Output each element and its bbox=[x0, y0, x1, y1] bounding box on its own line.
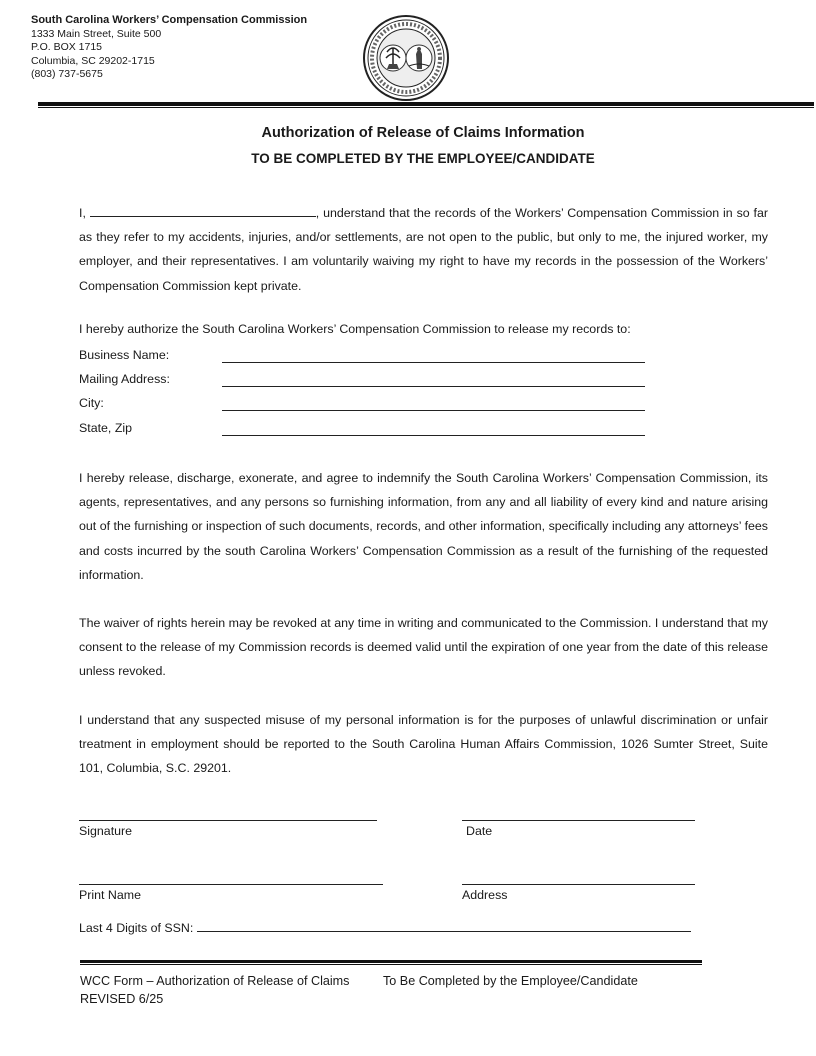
employee-name-blank[interactable] bbox=[90, 204, 316, 217]
city-field[interactable] bbox=[222, 410, 645, 411]
signature-label: Signature bbox=[79, 824, 133, 838]
authorize-intro: I hereby authorize the South Carolina Workers’ Compensation Commission to release my records to: bbox=[79, 322, 631, 336]
footer-revised: REVISED 6/25 bbox=[80, 992, 164, 1006]
business-name-field[interactable] bbox=[222, 362, 645, 363]
address-field[interactable] bbox=[462, 884, 695, 885]
mailing-address-label: Mailing Address: bbox=[79, 372, 170, 386]
print-name-label: Print Name bbox=[79, 888, 141, 902]
paragraph-acknowledgement bbox=[79, 201, 768, 298]
paragraph-misuse: I understand that any suspected misuse of my personal information is for the purposes of unlawful discrimination or unfair treatment in employment should be reported to the South Carolina Human Affairs Commission, 1026 Sumter Street, Suite 101, Columbia, S.C. 29201. bbox=[79, 713, 768, 776]
organization-name: South Carolina Workers’ Compensation Commission bbox=[31, 14, 308, 26]
para1-rest: , understand that the records of the Workers’ Compensation Commission in so far as they refer to my accidents, injuries, and/or settlements, are not open to the public, but only to me, the injured worker, my employer, and their representatives. I am voluntarily waiving my right to have my records in the possession of the Workers’ Compensation Commission kept private. bbox=[79, 206, 768, 293]
paragraph-release: I hereby release, discharge, exonerate, and agree to indemnify the South Carolina Workers’ Compensation Commission, its agents, representatives, and any persons so furnishing information, from any and all liability of every kind and nature arising out of the furnishing or inspection of such documents, records, and other information, specifically including any attorneys’ fees and costs incurred by the south Carolina Workers’ Compensation Commission as a result of the furnishing of the requested information. bbox=[79, 471, 768, 582]
address-line-3: Columbia, SC 29202-1715 bbox=[31, 54, 155, 67]
header-rule-thin bbox=[38, 107, 814, 108]
print-name-field[interactable] bbox=[79, 884, 383, 885]
para1-start: I, bbox=[79, 206, 86, 220]
footer-rule bbox=[80, 960, 702, 963]
address-label: Address bbox=[462, 888, 508, 902]
ssn-label: Last 4 Digits of SSN: bbox=[79, 921, 194, 935]
state-zip-field[interactable] bbox=[222, 435, 645, 436]
phone-number: (803) 737-5675 bbox=[31, 68, 103, 80]
form-title: Authorization of Release of Claims Information bbox=[261, 125, 585, 141]
signature-field[interactable] bbox=[79, 820, 377, 821]
date-field[interactable] bbox=[462, 820, 695, 821]
ssn-field[interactable] bbox=[197, 919, 691, 932]
business-name-label: Business Name: bbox=[79, 348, 170, 362]
form-subtitle: TO BE COMPLETED BY THE EMPLOYEE/CANDIDATE bbox=[251, 151, 595, 166]
paragraph-waiver: The waiver of rights herein may be revoked at any time in writing and communicated to the Commission. I understand that my consent to the release of my Commission records is deemed valid until the expiration of one year from the date of this release unless revoked. bbox=[79, 616, 768, 679]
letterhead bbox=[31, 14, 307, 82]
footer-rule-thin bbox=[80, 964, 702, 965]
mailing-address-field[interactable] bbox=[222, 386, 645, 387]
address-line-2: P.O. BOX 1715 bbox=[31, 41, 103, 53]
footer-completed-by: To Be Completed by the Employee/Candidate bbox=[383, 974, 638, 988]
header-rule bbox=[38, 102, 814, 106]
address-line-1: 1333 Main Street, Suite 500 bbox=[31, 27, 162, 40]
state-zip-label: State, Zip bbox=[79, 421, 133, 435]
ssn-row bbox=[79, 919, 691, 935]
state-seal-icon bbox=[362, 14, 450, 102]
footer-form-name: WCC Form – Authorization of Release of Claims bbox=[80, 974, 350, 988]
date-label: Date bbox=[466, 824, 493, 838]
city-label: City: bbox=[79, 396, 104, 410]
